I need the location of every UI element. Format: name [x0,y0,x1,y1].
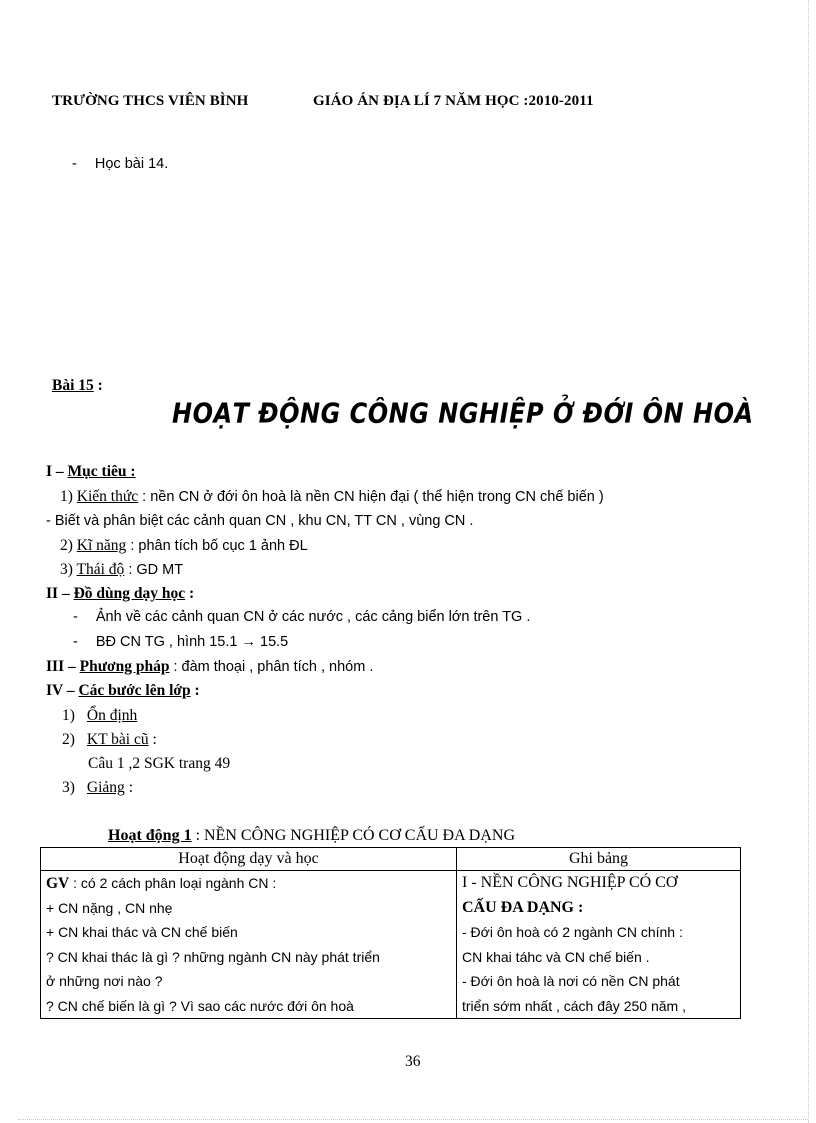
activity-text: : NỀN CÔNG NGHIỆP CÓ CƠ CẤU ĐA DẠNG [191,827,515,844]
prev-item-dash: - [72,156,77,172]
skills-label: Kĩ năng [76,537,127,554]
teaching-line-text: : có 2 cách phân loại ngành CN : [69,875,277,891]
teaching-line: + CN khai thác và CN chế biến [46,924,238,940]
skills-line [60,537,308,555]
knowledge-text: : nền CN ở đới ôn hoà là nền CN hiện đại ( thể hiện trong CN chế biến ) [138,489,604,505]
skills-text: : phân tích bố cục 1 ảnh ĐL [126,538,308,554]
teaching-cell [41,871,457,1019]
attitude-text: : GD MT [124,562,184,578]
materials-item-dash: - [73,609,78,625]
page-right-edge [808,0,809,1123]
teaching-line [46,871,451,896]
methods-line [46,658,373,676]
teaching-line: ? CN chế biến là gì ? Vì sao các nước đới ôn hoà [46,997,354,1014]
step-2 [62,731,157,749]
step-3-num: 3) [62,779,75,796]
materials-title: Đồ dùng dạy học [73,585,186,602]
board-line: - Đới ôn hoà là nơi có nền CN phát [462,973,680,989]
step-1-num: 1) [62,707,75,724]
board-heading: I - NỀN CÔNG NGHIỆP CÓ CƠ [462,874,678,891]
teaching-line: + CN nặng , CN nhẹ [46,899,173,916]
document-subject: GIÁO ÁN ĐỊA LÍ 7 NĂM HỌC :2010-2011 [313,93,594,109]
methods-prefix: III – [46,658,80,675]
prev-item [72,156,168,172]
teaching-line: ? CN khai thác là gì ? những ngành CN này phát triển [46,948,380,965]
page-bottom-edge [18,1119,808,1120]
page-number: 36 [405,1053,421,1070]
activity-label: Hoạt động 1 [108,827,192,844]
lesson-title: HOẠT ĐỘNG CÔNG NGHIỆP Ở ĐỚI ÔN HOÀ [172,397,754,430]
materials-prefix: II – [46,585,74,602]
materials-item [73,634,288,650]
activity-heading [108,827,515,845]
col-header-board: Ghi bảng [457,848,741,871]
step-2-label: KT bài cũ [86,731,149,748]
step-1-label: Ổn định [86,707,138,724]
steps-suffix: : [190,682,200,699]
knowledge-line [60,488,604,506]
materials-item-dash: - [73,634,78,650]
step-2-detail: Câu 1 ,2 SGK trang 49 [88,755,231,772]
steps-prefix: IV – [46,682,79,699]
objectives-heading [46,463,136,481]
step-3 [62,779,133,797]
materials-suffix: : [185,585,195,602]
lesson-number: Bài 15 [52,377,94,394]
table-row [41,871,741,1019]
knowledge-label: Kiến thức [76,488,139,505]
board-cell [457,871,741,1019]
prev-item-text: Học bài 14. [94,156,169,172]
materials-heading [46,585,194,603]
step-1 [62,707,137,725]
school-name: TRƯỜNG THCS VIÊN BÌNH [52,93,249,109]
board-line: triển sớm nhất , cách đây 250 năm , [462,997,686,1014]
knowledge-extra: - Biết và phân biệt các cảnh quan CN , khu CN, TT CN , vùng CN . [46,513,474,529]
step-2-suffix: : [148,731,157,748]
gv-label: GV [46,875,70,892]
teaching-line: ở những nơi nào ? [46,973,163,989]
objectives-prefix: I – [46,463,68,480]
attitude-line [60,561,183,579]
step-3-label: Giảng [86,779,125,796]
attitude-label: Thái độ [76,561,125,578]
objectives-title: Mục tiêu : [67,463,136,480]
materials-item [73,609,530,625]
col-header-teaching: Hoạt động dạy và học [41,848,457,871]
board-line: - Đới ôn hoà có 2 ngành CN chính : [462,924,683,940]
skills-num: 2) [60,537,77,554]
steps-heading [46,682,200,700]
lesson-colon: : [93,377,103,394]
activity-table [40,847,741,1019]
board-line: CN khai táhc và CN chế biến . [462,948,650,965]
materials-item-text: BĐ CN TG , hình 15.1 → 15.5 [95,634,289,650]
steps-title: Các bước lên lớp [78,682,191,699]
knowledge-num: 1) [60,488,77,505]
board-heading: CẤU ĐA DẠNG : [462,898,584,916]
lesson-label [52,377,103,395]
table-header-row [41,848,741,871]
materials-item-text: Ảnh về các cảnh quan CN ở các nước , các cảng biển lớn trên TG . [95,609,531,625]
attitude-num: 3) [60,561,77,578]
step-3-suffix: : [124,779,133,796]
methods-text: : đàm thoại , phân tích , nhóm . [169,659,374,675]
methods-title: Phương pháp [79,658,170,675]
step-2-num: 2) [62,731,75,748]
